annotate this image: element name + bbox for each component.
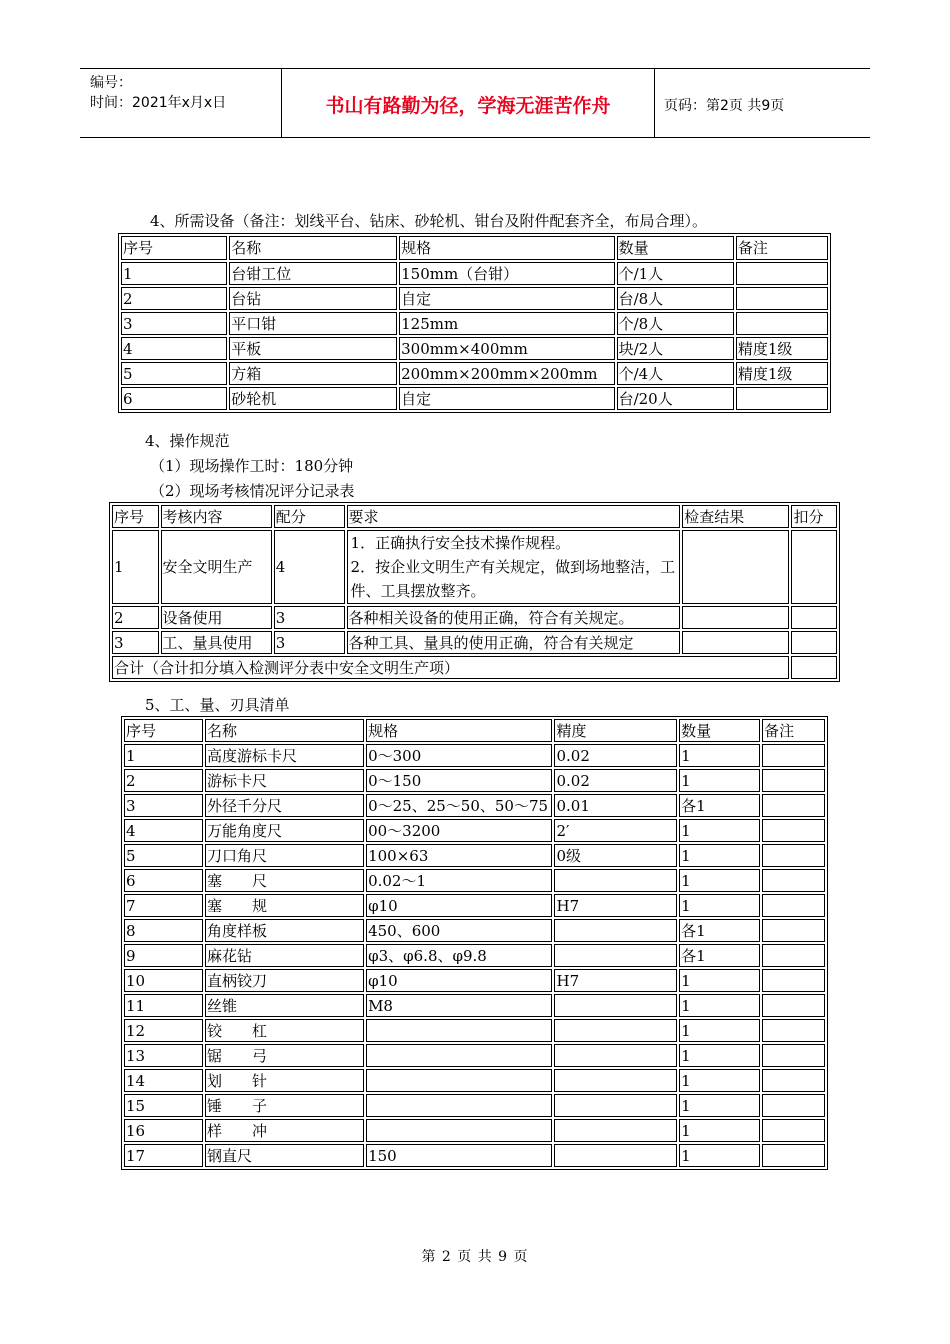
table-cell: 1 xyxy=(679,1044,760,1067)
table-cell: 铰 杠 xyxy=(205,1019,364,1042)
table-cell xyxy=(554,1069,677,1092)
table-cell: 台钻 xyxy=(229,287,397,310)
header-left xyxy=(90,73,280,113)
table-cell: 6 xyxy=(121,387,227,410)
table-cell: 00～3200 xyxy=(366,819,552,842)
table-row xyxy=(112,530,837,604)
table-cell: 200mm×200mm×200mm xyxy=(399,362,614,385)
column-header: 序号 xyxy=(121,236,227,260)
operation-heading: 4、操作规范 xyxy=(145,432,230,450)
table-cell: 划 针 xyxy=(205,1069,364,1092)
table-row xyxy=(124,844,825,867)
table-cell xyxy=(554,919,677,942)
table-cell: 1 xyxy=(679,1019,760,1042)
table-cell: 4 xyxy=(121,337,227,360)
requirement-line: 1．正确执行安全技术操作规程。 xyxy=(350,534,571,552)
table-cell: 刀口角尺 xyxy=(205,844,364,867)
table-cell: 150mm（台钳） xyxy=(399,262,614,285)
table-cell: 11 xyxy=(124,994,203,1017)
table-cell: 0～300 xyxy=(366,744,552,767)
requirement-cell xyxy=(347,606,681,629)
table-cell: 4 xyxy=(274,530,345,604)
table-cell: 台/8人 xyxy=(617,287,734,310)
column-header: 数量 xyxy=(679,719,760,742)
table-cell: 平口钳 xyxy=(229,312,397,335)
table-cell: 6 xyxy=(124,869,203,892)
header-divider xyxy=(654,69,655,137)
table-row xyxy=(124,744,825,767)
table-cell: 3 xyxy=(112,631,159,654)
column-header: 名称 xyxy=(229,236,397,260)
column-header: 名称 xyxy=(205,719,364,742)
table-cell: 精度1级 xyxy=(736,362,828,385)
deduction-cell xyxy=(791,631,837,654)
table-cell: 1 xyxy=(679,844,760,867)
table-cell xyxy=(736,287,828,310)
table-cell: 个/8人 xyxy=(617,312,734,335)
table-cell xyxy=(366,1119,552,1142)
table-cell: 150 xyxy=(366,1144,552,1167)
table-row xyxy=(112,606,837,629)
table-cell: 1 xyxy=(679,1069,760,1092)
table-row xyxy=(124,919,825,942)
table-row xyxy=(121,287,828,310)
table-cell xyxy=(762,969,825,992)
table-cell: 各1 xyxy=(679,794,760,817)
column-header: 数量 xyxy=(617,236,734,260)
table-cell xyxy=(366,1069,552,1092)
table-row xyxy=(124,1069,825,1092)
table-cell: 工、量具使用 xyxy=(161,631,272,654)
column-header: 要求 xyxy=(347,505,681,528)
page-footer: 第 2 页 共 9 页 xyxy=(421,1249,529,1265)
table-cell: 1 xyxy=(112,530,159,604)
table-cell: 125mm xyxy=(399,312,614,335)
table-row xyxy=(124,869,825,892)
table-cell: 钢直尺 xyxy=(205,1144,364,1167)
scoring-table xyxy=(109,502,840,682)
tools-heading: 5、工、量、刃具清单 xyxy=(145,696,290,714)
check-result-cell xyxy=(682,606,789,629)
table-row xyxy=(124,1044,825,1067)
table-cell: φ3、φ6.8、φ9.8 xyxy=(366,944,552,967)
table-cell: 各1 xyxy=(679,944,760,967)
table-cell: 块/2人 xyxy=(617,337,734,360)
table-cell: 300mm×400mm xyxy=(399,337,614,360)
header-motto: 书山有路勤为径，学海无涯苦作舟 xyxy=(325,95,611,117)
table-cell: 0～25、25～50、50～75 xyxy=(366,794,552,817)
total-row xyxy=(112,656,837,679)
table-cell: 2 xyxy=(112,606,159,629)
table-cell: 1 xyxy=(679,994,760,1017)
table-cell: 7 xyxy=(124,894,203,917)
table-cell: 13 xyxy=(124,1044,203,1067)
table-row xyxy=(124,1019,825,1042)
requirement-cell xyxy=(347,631,681,654)
time-label: 时间：2021年x月x日 xyxy=(90,95,227,111)
table-cell: 1 xyxy=(679,1094,760,1117)
operation-time: （1）现场操作工时：180分钟 xyxy=(150,457,354,475)
table-cell xyxy=(554,994,677,1017)
table-cell: 个/4人 xyxy=(617,362,734,385)
table-cell: 0.01 xyxy=(554,794,677,817)
table-cell: 平板 xyxy=(229,337,397,360)
table-cell: 3 xyxy=(124,794,203,817)
table-cell: 4 xyxy=(124,819,203,842)
table-cell: 3 xyxy=(121,312,227,335)
table-cell xyxy=(736,312,828,335)
table-cell: 丝锥 xyxy=(205,994,364,1017)
table-row xyxy=(112,631,837,654)
requirement-line: 各种相关设备的使用正确，符合有关规定。 xyxy=(348,608,634,627)
table-cell: 17 xyxy=(124,1144,203,1167)
tools-table xyxy=(121,716,828,1170)
table-cell: 麻花钻 xyxy=(205,944,364,967)
code-label: 编号： xyxy=(90,75,132,91)
table-cell: 角度样板 xyxy=(205,919,364,942)
column-header: 检查结果 xyxy=(682,505,789,528)
table-cell xyxy=(366,1019,552,1042)
table-cell: 2 xyxy=(124,769,203,792)
table-cell xyxy=(762,1019,825,1042)
table-cell: 1 xyxy=(679,969,760,992)
table-row xyxy=(121,312,828,335)
table-cell: 台钳工位 xyxy=(229,262,397,285)
check-result-cell xyxy=(682,530,789,604)
table-cell: 锤 子 xyxy=(205,1094,364,1117)
table-cell: 高度游标卡尺 xyxy=(205,744,364,767)
table-cell: 14 xyxy=(124,1069,203,1092)
table-cell xyxy=(554,1144,677,1167)
table-cell: 8 xyxy=(124,919,203,942)
equipment-heading: 4、所需设备（备注：划线平台、钻床、砂轮机、钳台及附件配套齐全，布局合理）。 xyxy=(150,212,708,230)
table-cell xyxy=(554,1019,677,1042)
column-header: 配分 xyxy=(274,505,345,528)
column-header: 规格 xyxy=(366,719,552,742)
table-row xyxy=(124,1094,825,1117)
equipment-table xyxy=(118,233,831,413)
table-cell: 1 xyxy=(679,819,760,842)
table-cell: 1 xyxy=(679,894,760,917)
page-number-label: 页码：第2页 共9页 xyxy=(664,98,785,114)
table-cell: 1 xyxy=(679,1119,760,1142)
table-cell xyxy=(762,894,825,917)
table-cell xyxy=(762,1119,825,1142)
table-cell xyxy=(736,262,828,285)
table-cell xyxy=(762,944,825,967)
table-cell: 砂轮机 xyxy=(229,387,397,410)
table-cell: H7 xyxy=(554,969,677,992)
table-cell: 1 xyxy=(124,744,203,767)
table-cell: 1 xyxy=(679,869,760,892)
column-header: 序号 xyxy=(124,719,203,742)
column-header: 备注 xyxy=(736,236,828,260)
requirement-cell xyxy=(347,530,681,604)
table-cell xyxy=(762,1144,825,1167)
table-cell: φ10 xyxy=(366,969,552,992)
table-cell: 塞 尺 xyxy=(205,869,364,892)
table-cell: 0.02 xyxy=(554,744,677,767)
table-cell xyxy=(554,944,677,967)
deduction-cell xyxy=(791,530,837,604)
table-cell: 450、600 xyxy=(366,919,552,942)
column-header: 精度 xyxy=(554,719,677,742)
table-row xyxy=(124,969,825,992)
table-cell: 5 xyxy=(124,844,203,867)
table-cell: 1 xyxy=(679,769,760,792)
table-row xyxy=(121,337,828,360)
table-header-row xyxy=(121,236,828,260)
table-row xyxy=(124,944,825,967)
column-header: 考核内容 xyxy=(161,505,272,528)
total-cell: 合计（合计扣分填入检测评分表中安全文明生产项） xyxy=(112,656,789,679)
table-cell xyxy=(762,744,825,767)
page-header xyxy=(80,68,870,138)
table-cell: 游标卡尺 xyxy=(205,769,364,792)
table-cell: 外径千分尺 xyxy=(205,794,364,817)
requirement-line: 2．按企业文明生产有关规定，做到场地整洁，工件、工具摆放整齐。 xyxy=(350,558,676,600)
table-row xyxy=(124,1144,825,1167)
table-cell: H7 xyxy=(554,894,677,917)
table-cell xyxy=(762,844,825,867)
deduction-cell xyxy=(791,606,837,629)
table-cell: 100×63 xyxy=(366,844,552,867)
table-row xyxy=(124,1119,825,1142)
table-cell xyxy=(554,1044,677,1067)
table-cell: 2 xyxy=(121,287,227,310)
table-cell: 万能角度尺 xyxy=(205,819,364,842)
table-row xyxy=(121,362,828,385)
table-cell: 台/20人 xyxy=(617,387,734,410)
table-cell xyxy=(554,1094,677,1117)
table-cell xyxy=(762,1044,825,1067)
table-cell xyxy=(554,869,677,892)
table-cell: 精度1级 xyxy=(736,337,828,360)
table-cell: 16 xyxy=(124,1119,203,1142)
column-header: 扣分 xyxy=(791,505,837,528)
table-cell: 自定 xyxy=(399,387,614,410)
table-cell xyxy=(554,1119,677,1142)
column-header: 规格 xyxy=(399,236,614,260)
table-row xyxy=(124,819,825,842)
check-result-cell xyxy=(682,631,789,654)
table-cell: 0级 xyxy=(554,844,677,867)
deduction-cell xyxy=(791,656,837,679)
table-cell: 3 xyxy=(274,631,345,654)
table-cell xyxy=(762,919,825,942)
table-cell: 1 xyxy=(679,744,760,767)
table-cell: 方箱 xyxy=(229,362,397,385)
table-cell xyxy=(736,387,828,410)
table-cell: 设备使用 xyxy=(161,606,272,629)
table-cell: 9 xyxy=(124,944,203,967)
table-row xyxy=(124,894,825,917)
table-cell: 0～150 xyxy=(366,769,552,792)
table-cell xyxy=(762,769,825,792)
requirement-line: 各种工具、量具的使用正确，符合有关规定 xyxy=(348,633,634,652)
table-row xyxy=(121,262,828,285)
table-row xyxy=(124,769,825,792)
table-row xyxy=(124,994,825,1017)
table-cell xyxy=(762,1069,825,1092)
table-cell: 0.02～1 xyxy=(366,869,552,892)
table-row xyxy=(124,794,825,817)
table-cell: 2′ xyxy=(554,819,677,842)
table-cell: 1 xyxy=(679,1144,760,1167)
table-cell: 5 xyxy=(121,362,227,385)
table-header-row xyxy=(124,719,825,742)
table-cell: 各1 xyxy=(679,919,760,942)
table-cell xyxy=(762,994,825,1017)
table-cell: φ10 xyxy=(366,894,552,917)
table-cell: M8 xyxy=(366,994,552,1017)
table-header-row xyxy=(112,505,837,528)
column-header: 序号 xyxy=(112,505,159,528)
table-row xyxy=(121,387,828,410)
table-cell: 样 冲 xyxy=(205,1119,364,1142)
table-cell xyxy=(762,1094,825,1117)
table-cell: 自定 xyxy=(399,287,614,310)
table-cell xyxy=(762,869,825,892)
table-cell: 安全文明生产 xyxy=(161,530,272,604)
table-cell: 10 xyxy=(124,969,203,992)
table-cell: 12 xyxy=(124,1019,203,1042)
table-cell: 0.02 xyxy=(554,769,677,792)
table-cell: 锯 弓 xyxy=(205,1044,364,1067)
table-cell: 3 xyxy=(274,606,345,629)
table-cell: 1 xyxy=(121,262,227,285)
table-cell: 塞 规 xyxy=(205,894,364,917)
table-cell: 15 xyxy=(124,1094,203,1117)
record-heading: （2）现场考核情况评分记录表 xyxy=(150,482,355,500)
table-cell xyxy=(366,1094,552,1117)
column-header: 备注 xyxy=(762,719,825,742)
table-cell: 个/1人 xyxy=(617,262,734,285)
table-cell xyxy=(762,819,825,842)
table-cell xyxy=(366,1044,552,1067)
table-cell: 直柄铰刀 xyxy=(205,969,364,992)
table-cell xyxy=(762,794,825,817)
